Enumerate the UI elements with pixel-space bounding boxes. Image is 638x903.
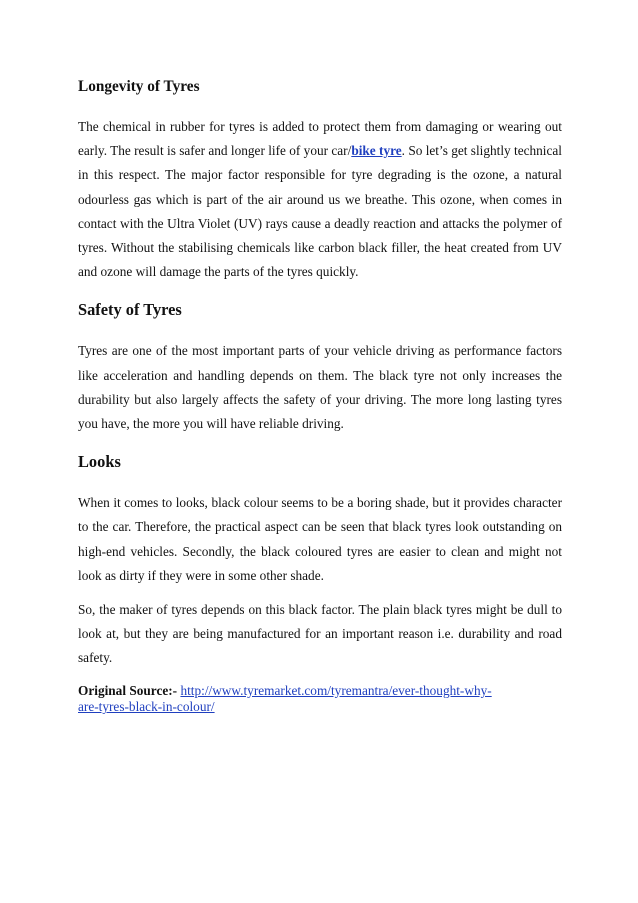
heading-looks: Looks: [78, 452, 121, 472]
paragraph-safety: Tyres are one of the most important parts of your vehicle driving as performance factors like acceleration and handling depends on them. The black tyre not only increases the durability but also largely affects the safety of your driving. The more long lasting tyres you have, the more you will have reliable driving.: [78, 343, 562, 432]
paragraph-longevity-text-end: . So let’s get slightly technical in this respect. The major factor responsible for tyre degrading is the ozone, a natural odourless gas which is part of the air around us we breathe. This ozone, when comes in contact with the Ultra Violet (UV) rays cause a deadly reaction and attacks the polymer of tyres. Without the stabilising chemicals like carbon black filler, the heat created from UV and ozone will damage the parts of the tyres quickly.: [78, 143, 562, 280]
original-source: [78, 683, 562, 716]
bike-tyre-link[interactable]: bike tyre: [351, 143, 402, 159]
paragraph-looks-1: When it comes to looks, black colour seems to be a boring shade, but it provides character to the car. Therefore, the practical aspect can be seen that black tyres look outstanding on high-end vehicles. Secondly, the black coloured tyres are easier to clean and might not look as dirty if they were in some other shade.: [78, 495, 562, 583]
paragraph-longevity-text-start: The chemical in rubber for tyres is added to protect them from damaging or wearing out early. The result is safer and longer life of your car/: [78, 119, 562, 159]
heading-safety-of-tyres: Safety of Tyres: [78, 300, 182, 320]
heading-longevity-of-tyres: Longevity of Tyres: [78, 78, 200, 95]
source-url-line-1: http://www.tyremarket.com/tyremantra/ever-thought-why-: [180, 682, 492, 698]
document-page: [78, 76, 562, 716]
source-label: Original Source:-: [78, 682, 178, 698]
source-url-line-2: are-tyres-black-in-colour/: [78, 699, 215, 715]
paragraph-longevity: [78, 115, 562, 284]
paragraph-looks-2: So, the maker of tyres depends on this black factor. The plain black tyres might be dull to look at, but they are being manufactured for an important reason i.e. durability and road safety.: [78, 602, 562, 666]
